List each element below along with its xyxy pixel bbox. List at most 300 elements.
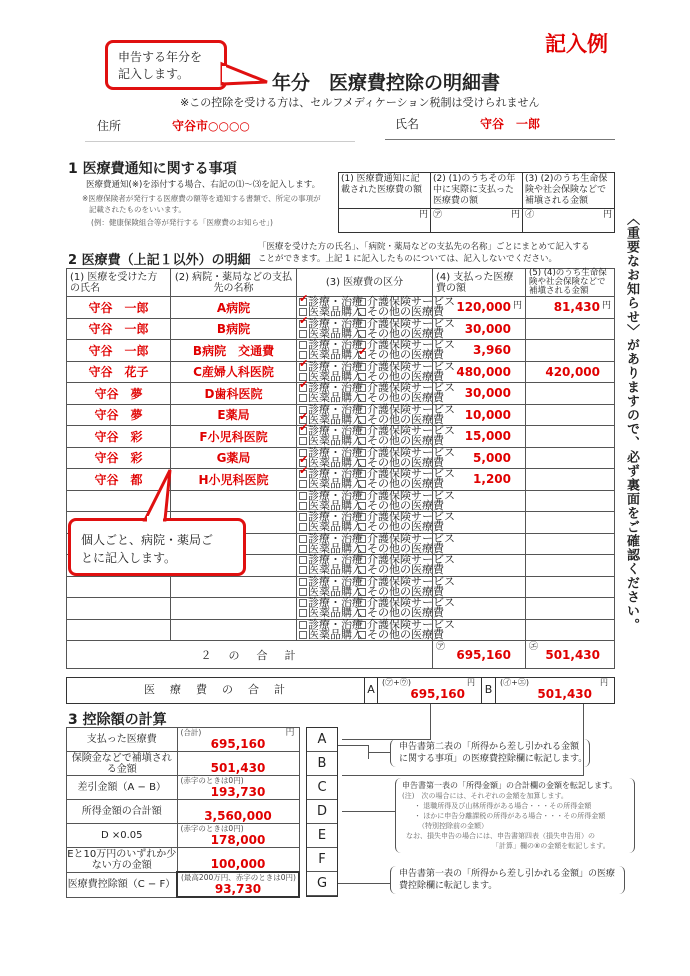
checkbox-box[interactable] — [358, 480, 366, 488]
table-row — [67, 426, 615, 448]
checkbox-box[interactable] — [299, 578, 307, 586]
calc-label: 保険金などで補塡される金額 — [67, 752, 178, 776]
section1-note: 記載されたものをいいます。 — [89, 205, 186, 214]
side-notice: 〈重要なお知らせ〉がありますので、必ず裏面をご確認ください。 — [624, 212, 639, 632]
note-line: 申告書第二表の「所得から差し引かれる金額 — [399, 742, 580, 752]
calc-row — [67, 728, 300, 752]
category-label: 医薬品購入 — [308, 520, 363, 534]
category-cell — [297, 596, 455, 620]
table-row — [67, 619, 615, 641]
payee-name[interactable]: E薬局 — [171, 404, 297, 426]
checkbox-box[interactable] — [358, 384, 366, 392]
amount-value: 1,200 — [473, 472, 511, 487]
section2-note — [258, 241, 590, 265]
note-line: 申告書第一表の「所得金額」の合計欄の金額を転記します。 — [402, 781, 618, 790]
checkbox-box[interactable] — [358, 599, 366, 607]
note-line: に関する事項」の医療費控除欄に転記します。 — [399, 754, 588, 764]
amount-cell[interactable] — [433, 340, 526, 362]
amount-cell[interactable] — [433, 598, 526, 620]
checkbox-box[interactable] — [358, 492, 366, 500]
checkbox-box[interactable] — [299, 609, 307, 617]
checkbox-box[interactable] — [358, 373, 366, 381]
checkbox-box[interactable] — [358, 406, 366, 414]
col-label: (1)のうちその年中に実際に支払った医療費の額 — [433, 174, 516, 206]
patient-name[interactable] — [67, 598, 171, 620]
category-label: 医薬品購入 — [308, 305, 363, 319]
mark: ㋑ — [525, 210, 535, 220]
amount-cell[interactable] — [433, 383, 526, 405]
checkbox-box[interactable] — [299, 437, 307, 445]
covered-value: 420,000 — [545, 364, 600, 379]
amount-cell[interactable] — [433, 490, 526, 512]
table-row — [67, 340, 615, 362]
checkbox-box[interactable] — [299, 502, 307, 510]
calc-row — [67, 848, 300, 873]
header-payee: (2) 病院・薬局などの支払先の名称 — [171, 269, 297, 297]
category-label: 診療・治療 — [308, 553, 363, 567]
category-label: その他の医療費 — [367, 455, 444, 469]
checkbox-box[interactable] — [358, 363, 366, 371]
note-line: 「計算」欄の⑧の金額を転記します。 — [492, 842, 610, 850]
grand-total-label: 医 療 費 の 合 計 — [144, 683, 287, 696]
calc-value: 100,000 — [210, 857, 266, 871]
example-label: 記入例 — [545, 32, 608, 56]
patient-name[interactable]: 守谷 一郎 — [67, 340, 171, 362]
category-label: 介護保険サービス — [367, 402, 455, 416]
covered-cell[interactable] — [526, 361, 615, 383]
covered-cell[interactable] — [526, 297, 615, 319]
amount-cell[interactable] — [433, 619, 526, 641]
checkbox-box[interactable] — [358, 298, 366, 306]
category-label: 介護保険サービス — [367, 295, 455, 309]
category-cell — [297, 402, 455, 426]
calc-label: 差引金額（A − B） — [67, 776, 178, 800]
notice-amount-2[interactable] — [431, 209, 523, 233]
note-line: ことができます。上記 1 に記入したものについては、記入しないでください。 — [258, 254, 557, 264]
category-label: 医薬品購入 — [308, 541, 363, 555]
checkbox-box[interactable] — [299, 394, 307, 402]
section1-text: 医療費通知(※)を添付する場合、右記の⑴〜⑶を記入します。 — [86, 180, 321, 190]
amount-cell[interactable] — [433, 447, 526, 469]
checkbox-box[interactable] — [358, 416, 366, 424]
payee-name[interactable]: A病院 — [171, 297, 297, 319]
payee-name[interactable] — [171, 619, 297, 641]
category-label: 介護保険サービス — [367, 338, 455, 352]
calc-value: 93,730 — [214, 882, 262, 896]
checkbox-box[interactable] — [299, 556, 307, 564]
category-label: 医薬品購入 — [308, 434, 363, 448]
category-label: その他の医療費 — [367, 305, 444, 319]
calc-value-cell[interactable] — [177, 752, 299, 776]
amount-value: 5,000 — [473, 450, 511, 465]
patient-name[interactable]: 守谷 花子 — [67, 361, 171, 383]
patient-name[interactable]: 守谷 彩 — [67, 447, 171, 469]
checkbox-box[interactable] — [299, 523, 307, 531]
covered-cell[interactable] — [526, 598, 615, 620]
category-cell — [297, 574, 455, 598]
checkbox-box[interactable] — [358, 351, 366, 359]
payee-name[interactable]: D歯科医院 — [171, 383, 297, 405]
category-label: その他の医療費 — [367, 627, 444, 641]
calc-row — [67, 872, 300, 897]
yen-unit: 円 — [602, 210, 612, 220]
checkbox-box[interactable] — [358, 578, 366, 586]
category-checkbox[interactable] — [358, 627, 444, 641]
amount-cell[interactable] — [433, 297, 526, 319]
patient-name[interactable]: 守谷 夢 — [67, 404, 171, 426]
note-line: なお、損失申告の場合には、申告書第四表（損失申告用）の — [406, 832, 595, 840]
amount-value: 120,000 — [456, 300, 511, 315]
category-label: 診療・治療 — [308, 402, 363, 416]
category-label: その他の医療費 — [367, 477, 444, 491]
patient-name[interactable]: 守谷 都 — [67, 469, 171, 491]
checkbox-box[interactable] — [358, 449, 366, 457]
checkbox-box[interactable] — [358, 631, 366, 639]
calc-row — [67, 800, 300, 824]
checkbox-box[interactable] — [299, 566, 307, 574]
connector — [342, 775, 584, 776]
connector — [368, 752, 390, 753]
payee-name[interactable] — [171, 490, 297, 512]
note-line: 申告書第一表の「所得から差し引かれる金額」の医療 — [399, 869, 616, 879]
payee-name[interactable]: H小児科医院 — [171, 469, 297, 491]
table-row — [67, 318, 615, 340]
payee-name[interactable] — [171, 576, 297, 598]
total-b[interactable] — [526, 641, 615, 669]
patient-name[interactable] — [67, 619, 171, 641]
category-label: 診療・治療 — [308, 359, 363, 373]
table-row — [67, 598, 615, 620]
checkbox-box[interactable] — [358, 545, 366, 553]
checkbox-box[interactable] — [299, 492, 307, 500]
yen-unit: 円 — [467, 678, 475, 687]
checkbox-box[interactable] — [358, 556, 366, 564]
covered-value: 81,430 — [553, 300, 600, 315]
amount-cell[interactable] — [433, 533, 526, 555]
checkbox-box[interactable] — [358, 459, 366, 467]
checkbox-box[interactable] — [299, 384, 307, 392]
notice-table — [338, 172, 615, 233]
covered-cell[interactable] — [526, 619, 615, 641]
category-label: 医薬品購入 — [308, 563, 363, 577]
category-label: その他の医療費 — [367, 584, 444, 598]
checkbox-box[interactable] — [358, 308, 366, 316]
amount-value: 30,000 — [464, 321, 511, 336]
category-label: 診療・治療 — [308, 424, 363, 438]
category-label: 医薬品購入 — [308, 391, 363, 405]
checkbox-box[interactable] — [358, 394, 366, 402]
covered-cell[interactable] — [526, 490, 615, 512]
category-label: 医薬品購入 — [308, 412, 363, 426]
patient-name[interactable]: 守谷 彩 — [67, 426, 171, 448]
letter-G: G — [307, 872, 337, 896]
letter-A: A — [307, 728, 337, 752]
section1-heading: 1 医療費通知に関する事項 — [68, 161, 237, 177]
category-cell — [297, 617, 455, 641]
amount-value: 3,960 — [473, 343, 511, 358]
amount-cell[interactable] — [433, 318, 526, 340]
category-label: その他の医療費 — [367, 391, 444, 405]
notice-amount-1[interactable] — [339, 209, 431, 233]
address-value: 守谷市○○○○ — [172, 119, 250, 133]
yen-unit: 円 — [601, 301, 611, 311]
connector — [430, 704, 431, 739]
payee-name[interactable]: B病院 — [171, 318, 297, 340]
category-label: その他の医療費 — [367, 348, 444, 362]
payee-name[interactable]: F小児科医院 — [171, 426, 297, 448]
checkbox-box[interactable] — [358, 566, 366, 574]
callout-line: 個人ごと、病院・薬局ご — [81, 533, 214, 547]
category-label: その他の医療費 — [367, 541, 444, 555]
category-label: 診療・治療 — [308, 316, 363, 330]
category-label: その他の医療費 — [367, 369, 444, 383]
covered-cell[interactable] — [526, 469, 615, 491]
amount-cell[interactable] — [433, 576, 526, 598]
formula: (㋐+㋒) — [382, 678, 411, 687]
patient-name[interactable]: 守谷 夢 — [67, 383, 171, 405]
payee-name[interactable]: G薬局 — [171, 447, 297, 469]
note-line: （特別控除前の金額） — [418, 822, 488, 830]
calc-value-cell[interactable] — [177, 872, 299, 897]
checkbox-box[interactable] — [358, 502, 366, 510]
connector — [338, 883, 390, 884]
callout-line: とに記入します。 — [81, 551, 177, 565]
category-checkbox[interactable] — [299, 627, 363, 641]
category-cell — [297, 553, 455, 577]
covered-cell[interactable] — [526, 533, 615, 555]
covered-cell[interactable] — [526, 576, 615, 598]
payee-name[interactable] — [171, 598, 297, 620]
table-row — [67, 576, 615, 598]
checkbox-box[interactable] — [299, 535, 307, 543]
amount-value: 15,000 — [464, 429, 511, 444]
letter-E: E — [307, 824, 337, 848]
name-label: 氏名 — [395, 117, 420, 131]
amount-cell[interactable] — [433, 426, 526, 448]
callout-line: 申告する年分を — [118, 50, 203, 64]
checkbox-box[interactable] — [299, 341, 307, 349]
section1-example: (例：健康保険組合等が発行する「医療費のお知らせ」) — [91, 218, 273, 227]
category-label: 介護保険サービス — [367, 617, 455, 631]
table-row — [67, 447, 615, 469]
covered-cell[interactable] — [526, 555, 615, 577]
total-b-value: 501,430 — [545, 647, 600, 662]
category-label: 介護保険サービス — [367, 359, 455, 373]
category-label: 医薬品購入 — [308, 455, 363, 469]
payee-name[interactable]: C産婦人科医院 — [171, 361, 297, 383]
checkbox-box[interactable] — [299, 470, 307, 478]
amount-cell[interactable] — [433, 512, 526, 534]
calc-value-cell[interactable] — [177, 728, 299, 752]
covered-cell[interactable] — [526, 318, 615, 340]
notice-amount-3[interactable] — [523, 209, 615, 233]
checkbox-box[interactable] — [358, 470, 366, 478]
header-category: (3) 医療費の区分 — [297, 269, 433, 297]
category-cell — [297, 445, 455, 469]
yen-unit: 円 — [418, 210, 428, 220]
category-label: 診療・治療 — [308, 467, 363, 481]
letter-B: B — [307, 752, 337, 776]
calc-subnote: (赤字のときは0円) — [180, 824, 244, 833]
category-label: その他の医療費 — [367, 498, 444, 512]
mark: ㋐ — [433, 210, 443, 220]
category-label: その他の医療費 — [367, 606, 444, 620]
grand-total-b[interactable] — [496, 678, 614, 703]
table-row — [67, 404, 615, 426]
checkbox-box[interactable] — [358, 320, 366, 328]
note-line: 費控除欄に転記します。 — [399, 881, 498, 891]
checkbox-box[interactable] — [299, 588, 307, 596]
calc-label: 医療費控除額（C − F） — [67, 872, 178, 897]
note-line: (注) 次の場合には、それぞれの金額を加算します。 — [402, 792, 568, 800]
checkbox-box[interactable] — [299, 298, 307, 306]
checkbox-box[interactable] — [358, 523, 366, 531]
patient-name[interactable]: 守谷 一郎 — [67, 318, 171, 340]
total-row — [67, 641, 615, 669]
category-label: その他の医療費 — [367, 412, 444, 426]
formula: (㋑+㋓) — [500, 678, 529, 687]
note-d — [395, 778, 635, 853]
col-label: (2)のうち生命保険や社会保険などで補塡される金額 — [525, 174, 608, 206]
total-a[interactable] — [433, 641, 526, 669]
calc-value-cell[interactable] — [177, 824, 299, 848]
category-label: 介護保険サービス — [367, 316, 455, 330]
calc-row — [67, 824, 300, 848]
category-cell — [297, 338, 455, 362]
address-line — [85, 141, 355, 142]
category-cell — [297, 510, 455, 534]
category-label: 診療・治療 — [308, 381, 363, 395]
calc-subnote: (赤字のときは0円) — [180, 776, 244, 785]
letter-F: F — [307, 848, 337, 872]
col-label: 医療費通知に記載された医療費の額 — [341, 174, 423, 195]
callout-tail — [120, 468, 180, 523]
letter-D: D — [307, 800, 337, 824]
section2-heading: 2 医療費（上記１以外）の明細 — [68, 253, 251, 268]
checkbox-box[interactable] — [299, 480, 307, 488]
amount-value: 10,000 — [464, 407, 511, 422]
covered-cell[interactable] — [526, 404, 615, 426]
calc-table — [66, 727, 300, 898]
letter-column — [306, 727, 338, 897]
calc-label: Eと10万円のいずれか少ない方の金額 — [67, 848, 177, 871]
calc-value-cell[interactable] — [177, 848, 299, 873]
letter-C: C — [307, 776, 337, 800]
checkbox-box[interactable] — [358, 427, 366, 435]
checkbox-box[interactable] — [358, 513, 366, 521]
checkbox-box[interactable] — [358, 609, 366, 617]
checkbox-box[interactable] — [299, 427, 307, 435]
calc-value-cell[interactable] — [177, 800, 299, 824]
patient-name[interactable]: 守谷 一郎 — [67, 297, 171, 319]
amount-cell[interactable] — [433, 555, 526, 577]
checkbox-box[interactable] — [299, 545, 307, 553]
callout-line: 記入します。 — [118, 67, 190, 81]
yen-unit: 円 — [285, 728, 295, 738]
covered-cell[interactable] — [526, 426, 615, 448]
grand-total-row — [66, 677, 615, 704]
checkbox-box[interactable] — [299, 621, 307, 629]
section1-note: ※医療保険者が発行する医療費の額等を通知する書類で、所定の事項が — [82, 194, 321, 203]
col-num: (2) — [433, 174, 446, 184]
total-a-value: 695,160 — [456, 647, 511, 662]
category-label: 診療・治療 — [308, 574, 363, 588]
covered-cell[interactable] — [526, 512, 615, 534]
address-label: 住所 — [97, 119, 122, 133]
category-cell — [297, 467, 455, 491]
calc-value: 3,560,000 — [204, 809, 272, 823]
name-line — [385, 139, 615, 140]
category-label: 介護保険サービス — [367, 596, 455, 610]
checkbox-box[interactable] — [299, 513, 307, 521]
callout-year — [105, 40, 227, 90]
checkbox-box[interactable] — [358, 588, 366, 596]
grand-total-a[interactable] — [378, 678, 481, 703]
box-a-label: A — [364, 678, 378, 703]
amount-cell[interactable] — [433, 361, 526, 383]
category-label: その他の医療費 — [367, 326, 444, 340]
checkbox-box[interactable] — [358, 437, 366, 445]
category-label: 医薬品購入 — [308, 477, 363, 491]
checkbox-box[interactable] — [358, 330, 366, 338]
checkbox-box[interactable] — [299, 599, 307, 607]
checkbox-box[interactable] — [299, 631, 307, 639]
category-label: 介護保険サービス — [367, 574, 455, 588]
patient-name[interactable] — [67, 576, 171, 598]
header-covered: (5) (4)のうち生命保険や社会保険などで補塡される金額 — [526, 269, 615, 297]
covered-cell[interactable] — [526, 383, 615, 405]
amount-cell[interactable] — [433, 469, 526, 491]
calc-value-cell[interactable] — [177, 776, 299, 800]
checkbox-box[interactable] — [299, 363, 307, 371]
amount-cell[interactable] — [433, 404, 526, 426]
category-label: 医薬品購入 — [308, 627, 363, 641]
category-cell — [297, 295, 455, 319]
col-num: (1) — [341, 174, 354, 184]
category-label: 診療・治療 — [308, 338, 363, 352]
payee-name[interactable]: B病院 交通費 — [171, 340, 297, 362]
yen-unit: 円 — [510, 210, 520, 220]
header-amount: (4) 支払った医療費の額 — [433, 269, 526, 297]
checkbox-box[interactable] — [358, 535, 366, 543]
covered-cell[interactable] — [526, 340, 615, 362]
category-label: 介護保険サービス — [367, 510, 455, 524]
checkbox-box[interactable] — [299, 330, 307, 338]
checkbox-box[interactable] — [299, 320, 307, 328]
callout-rows — [68, 518, 246, 576]
category-label: 介護保険サービス — [367, 424, 455, 438]
checkbox-box[interactable] — [358, 621, 366, 629]
page-title: 年分 医療費控除の明細書 — [272, 72, 501, 94]
calc-value: 193,730 — [210, 785, 266, 799]
category-label: 医薬品購入 — [308, 369, 363, 383]
note-g — [390, 866, 625, 894]
connector — [342, 811, 395, 812]
category-label: 医薬品購入 — [308, 606, 363, 620]
category-cell — [297, 424, 455, 448]
category-label: 介護保険サービス — [367, 445, 455, 459]
category-cell — [297, 531, 455, 555]
calc-row — [67, 752, 300, 776]
grand-total-b-value: 501,430 — [537, 687, 592, 701]
category-label: 診療・治療 — [308, 531, 363, 545]
covered-cell[interactable] — [526, 447, 615, 469]
category-label: 医薬品購入 — [308, 498, 363, 512]
category-label: その他の医療費 — [367, 520, 444, 534]
amount-value: 30,000 — [464, 386, 511, 401]
category-label: 診療・治療 — [308, 510, 363, 524]
header-patient: (1) 医療を受けた方の氏名 — [67, 269, 171, 297]
